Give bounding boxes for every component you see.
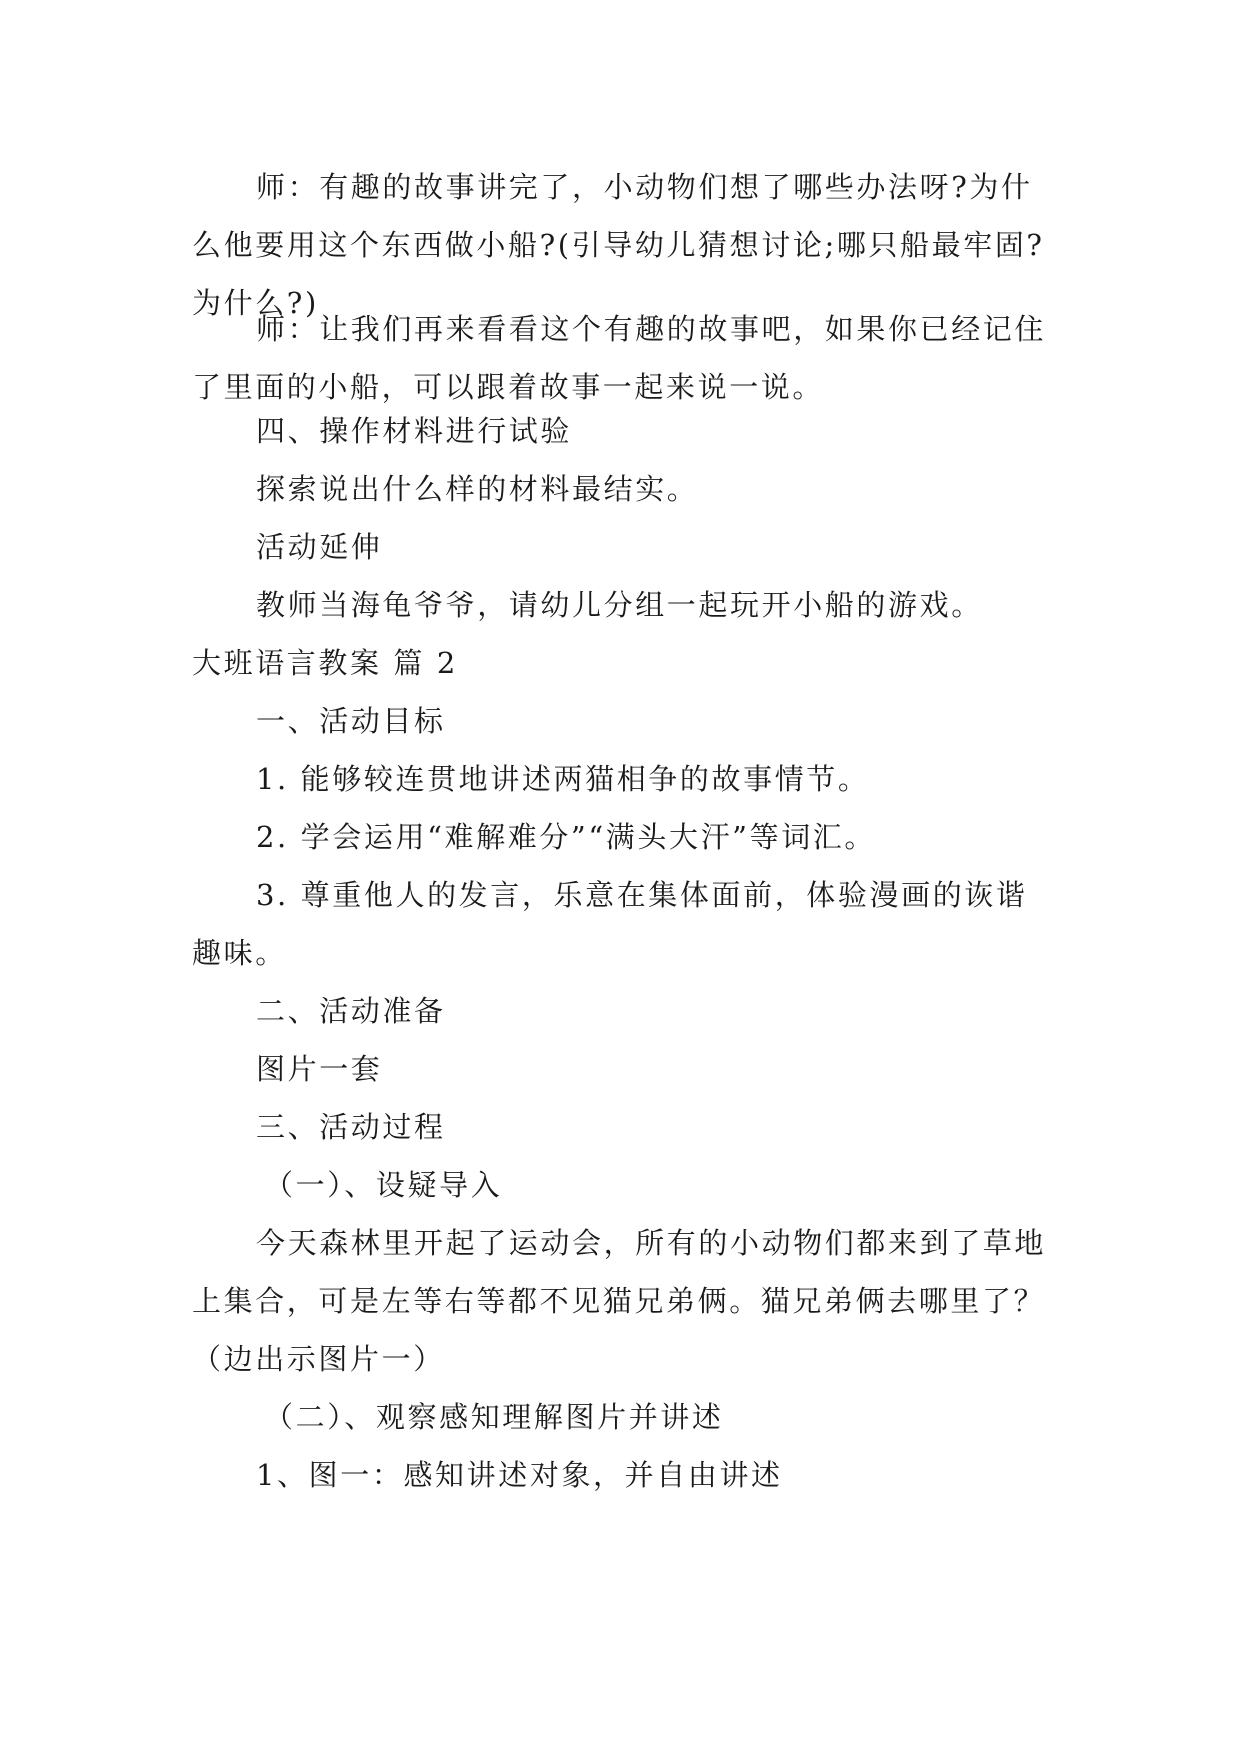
subheading-observe: （二）、观察感知理解图片并讲述 [264, 1400, 724, 1434]
heading-activity-process: 三、活动过程 [256, 1110, 446, 1144]
paragraph-forest-games: 今天森林里开起了运动会，所有的小动物们都来到了草地上集合，可是左等右等都不见猫兄弟俩。猫兄弟俩去哪里了？（边出示图片一） [192, 1226, 1047, 1376]
heading-activity-preparation: 二、活动准备 [256, 994, 446, 1028]
paragraph-extension-game: 教师当海龟爷爷，请幼儿分组一起玩开小船的游戏。 [256, 588, 983, 622]
paragraph-picture-one: 1、图一：感知讲述对象，并自由讲述 [256, 1458, 783, 1492]
paragraph-pictures: 图片一套 [256, 1052, 383, 1086]
heading-step-four: 四、操作材料进行试验 [256, 414, 573, 448]
paragraph-teacher-question: 师：有趣的故事讲完了，小动物们想了哪些办法呀?为什么他要用这个东西做小船?(引导幼儿猜想讨论;哪只船最牢固?为什么?) [192, 170, 1045, 320]
section-title-lesson-2: 大班语言教案 篇 2 [192, 646, 458, 680]
heading-activity-extension: 活动延伸 [256, 530, 383, 564]
heading-activity-goals: 一、活动目标 [256, 704, 446, 738]
goal-item-1: 1. 能够较连贯地讲述两猫相争的故事情节。 [256, 762, 870, 796]
goal-item-3: 3. 尊重他人的发言，乐意在集体面前，体验漫画的诙谐趣味。 [192, 878, 1028, 970]
goal-item-2: 2. 学会运用“难解难分”“满头大汗”等词汇。 [256, 820, 876, 854]
paragraph-explore: 探索说出什么样的材料最结实。 [256, 472, 699, 506]
subheading-intro: （一）、设疑导入 [264, 1168, 503, 1202]
paragraph-teacher-retell: 师：让我们再来看看这个有趣的故事吧，如果你已经记住了里面的小船，可以跟着故事一起来说一说。 [192, 312, 1047, 404]
